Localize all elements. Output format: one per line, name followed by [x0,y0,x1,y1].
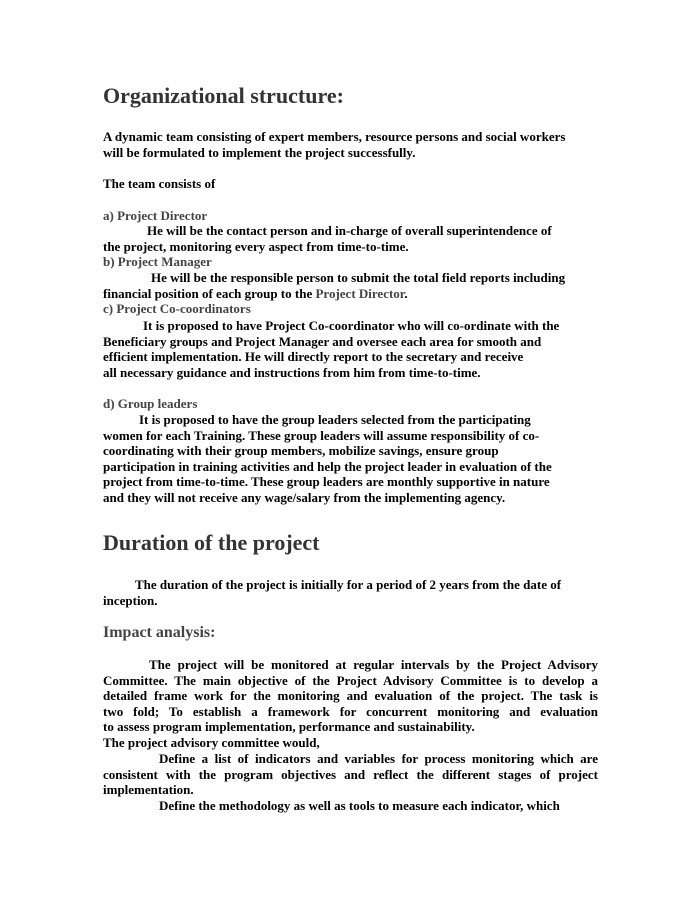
impact-line: consistent with the program objectives and reflect the different stages of project [103,766,598,782]
impact-line: to assess program implementation, performance and sustainability. [103,719,475,734]
impact-line: The project will be monitored at regular intervals by the Project Advisory [149,657,598,672]
manager-line-end: . [404,285,408,301]
director-heading: a) Project Director [103,208,208,223]
manager-line: He will be the responsible person to submit the total field reports including [151,270,566,285]
duration-text [103,577,598,608]
impact-line: Define the methodology as well as tools to measure each indicator, which [159,798,560,813]
impact-para-3 [103,798,598,814]
committee-would: The project advisory committee would, [103,735,320,750]
team-consists: The team consists of [103,176,216,191]
coordinators-line: efficient implementation. He will directly report to the secretary and receive [103,349,524,364]
impact-para-2 [103,751,598,798]
manager-line-text: financial position of each group to the [103,285,316,301]
impact-line: two fold; To establish a framework for concurrent monitoring and evaluation [103,703,598,719]
impact-heading: Impact analysis: [103,624,216,641]
impact-para-1 [103,657,598,735]
director-line: He will be the contact person and in-charge of overall superintendence of [147,223,552,238]
duration-line: inception. [103,592,158,608]
impact-line: Committee. The main objective of the Project Advisory Committee is to develop a [103,672,598,688]
manager-line [103,286,598,302]
org-intro [103,129,598,160]
manager-heading: b) Project Manager [103,254,212,269]
leaders-line: participation in training activities and help the project leader in evaluation of the [103,458,552,474]
org-intro-line: will be formulated to implement the project successfully. [103,144,416,160]
leaders-line: project from time-to-time. These group leaders are monthly supportive in nature [103,474,550,489]
impact-line: detailed frame work for the monitoring and evaluation of the project. The task is [103,688,598,703]
duration-line: The duration of the project is initially for a period of 2 years from the date of [135,577,562,592]
director-line: the project, monitoring every aspect from time-to-time. [103,238,409,254]
leaders-line: It is proposed to have the group leaders selected from the participating [139,412,531,427]
coordinators-line: Beneficiary groups and Project Manager and oversee each area for smooth and [103,333,542,349]
project-director-reference: Project Director [315,285,405,301]
leaders-heading: d) Group leaders [103,396,198,411]
manager-text [103,270,598,301]
leaders-line: women for each Training. These group leaders will assume responsibility of co- [103,427,540,443]
org-intro-line: A dynamic team consisting of expert members, resource persons and social workers [103,129,566,144]
org-heading: Organizational structure: [103,83,344,108]
coordinators-line: It is proposed to have Project Co-coordinator who will co-ordinate with the [143,318,560,333]
leaders-line: and they will not receive any wage/salary from the implementing agency. [103,489,506,505]
leaders-line: coordinating with their group members, mobilize savings, ensure group [103,443,499,458]
leaders-text [103,412,598,505]
impact-line: Define a list of indicators and variables for process monitoring which are [159,751,598,766]
director-text [103,223,598,254]
coordinators-line: all necessary guidance and instructions from him from time-to-time. [103,364,481,380]
coordinators-text [103,318,598,380]
impact-line: implementation. [103,782,194,797]
duration-heading: Duration of the project [103,530,320,555]
coordinators-heading: c) Project Co-coordinators [103,301,251,316]
